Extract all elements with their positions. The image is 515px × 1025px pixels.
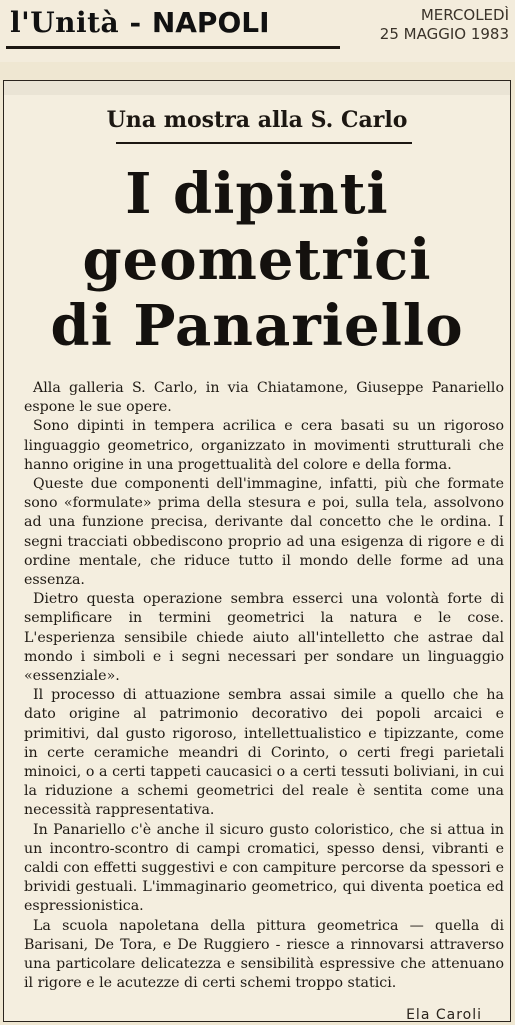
article-paragraph: In Panariello c'è anche il sicuro gusto coloristico, che si attua in un incontro-scontro di campi cromatici, spesso densi, vibranti e caldi con effetti suggestivi e con campiture percorse da spessori e brividi gestuali. L'immaginario geometrico, qui diventa poetica ed espressionistica.	[24, 821, 504, 915]
paper-name: l'Unità	[10, 6, 120, 39]
article-byline: Ela Caroli	[406, 1007, 482, 1022]
article	[3, 80, 511, 1022]
city-name: NAPOLI	[151, 6, 270, 39]
title-separator: -	[119, 6, 152, 39]
headline-line: di Panariello	[50, 293, 464, 359]
dateline	[380, 6, 509, 44]
article-paragraph: Alla galleria S. Carlo, in via Chiatamone, Giuseppe Panariello espone le sue opere.	[24, 380, 504, 416]
article-paragraph: La scuola napoletana della pittura geometrica — quella di Barisani, De Tora, e De Ruggiero - riesce a rinnovarsi attraverso una particolare delicatezza e sensibilità espressive che attenuano il rigore e le acutezze di certi schemi troppo statici.	[24, 917, 504, 992]
weekday: MERCOLEDÌ	[420, 6, 509, 24]
paper-stain	[4, 81, 510, 95]
article-paragraph: Il processo di attuazione sembra assai simile a quello che ha dato origine al patrimonio decorativo dei popoli arcaici e primitivi, dal gusto rigoroso, intellettualistico e tipizzante, come in certe ceramiche meandri di Corinto, o certi fregi parietali minoici, o a certi tappeti caucasici o a certi tessuti boliviani, in cui la riduzione a schemi geometrici del reale è sentita come una necessità rappresentativa.	[24, 687, 504, 819]
masthead	[0, 0, 515, 62]
issue-date: 25 MAGGIO 1983	[379, 25, 509, 43]
headline-line: I dipinti	[125, 161, 389, 227]
headline-line: geometrici	[82, 227, 432, 293]
article-paragraph: Queste due componenti dell'immagine, infatti, più che formate sono «formulate» prima della stesura e poi, sulla tela, assolvono ad una funzione precisa, derivante dal concetto che le ordina. I segni tracciati obbediscono proprio ad una esigenza di rigore e di ordine mentale, che riduce tutto il mondo delle forme ad una essenza.	[24, 476, 504, 589]
article-body	[24, 379, 504, 994]
article-kicker: Una mostra alla S. Carlo	[106, 107, 408, 133]
article-headline	[4, 161, 510, 359]
article-paragraph: Sono dipinti in tempera acrilica e cera basati su un rigoroso linguaggio geometrico, organizzato in movimenti strutturali che hanno origine in una progettualità del colore e della forma.	[24, 418, 504, 473]
newspaper-title	[10, 6, 270, 39]
kicker-rule	[116, 142, 412, 144]
masthead-rule	[6, 46, 340, 49]
article-paragraph: Dietro questa operazione sembra esserci una volontà forte di semplificare in termini geometrici la natura e le cose. L'esperienza sensibile chiede aiuto all'intelletto che astrae dal mondo i simboli e i segni necessari per sondare un linguaggio «essenziale».	[24, 591, 504, 685]
